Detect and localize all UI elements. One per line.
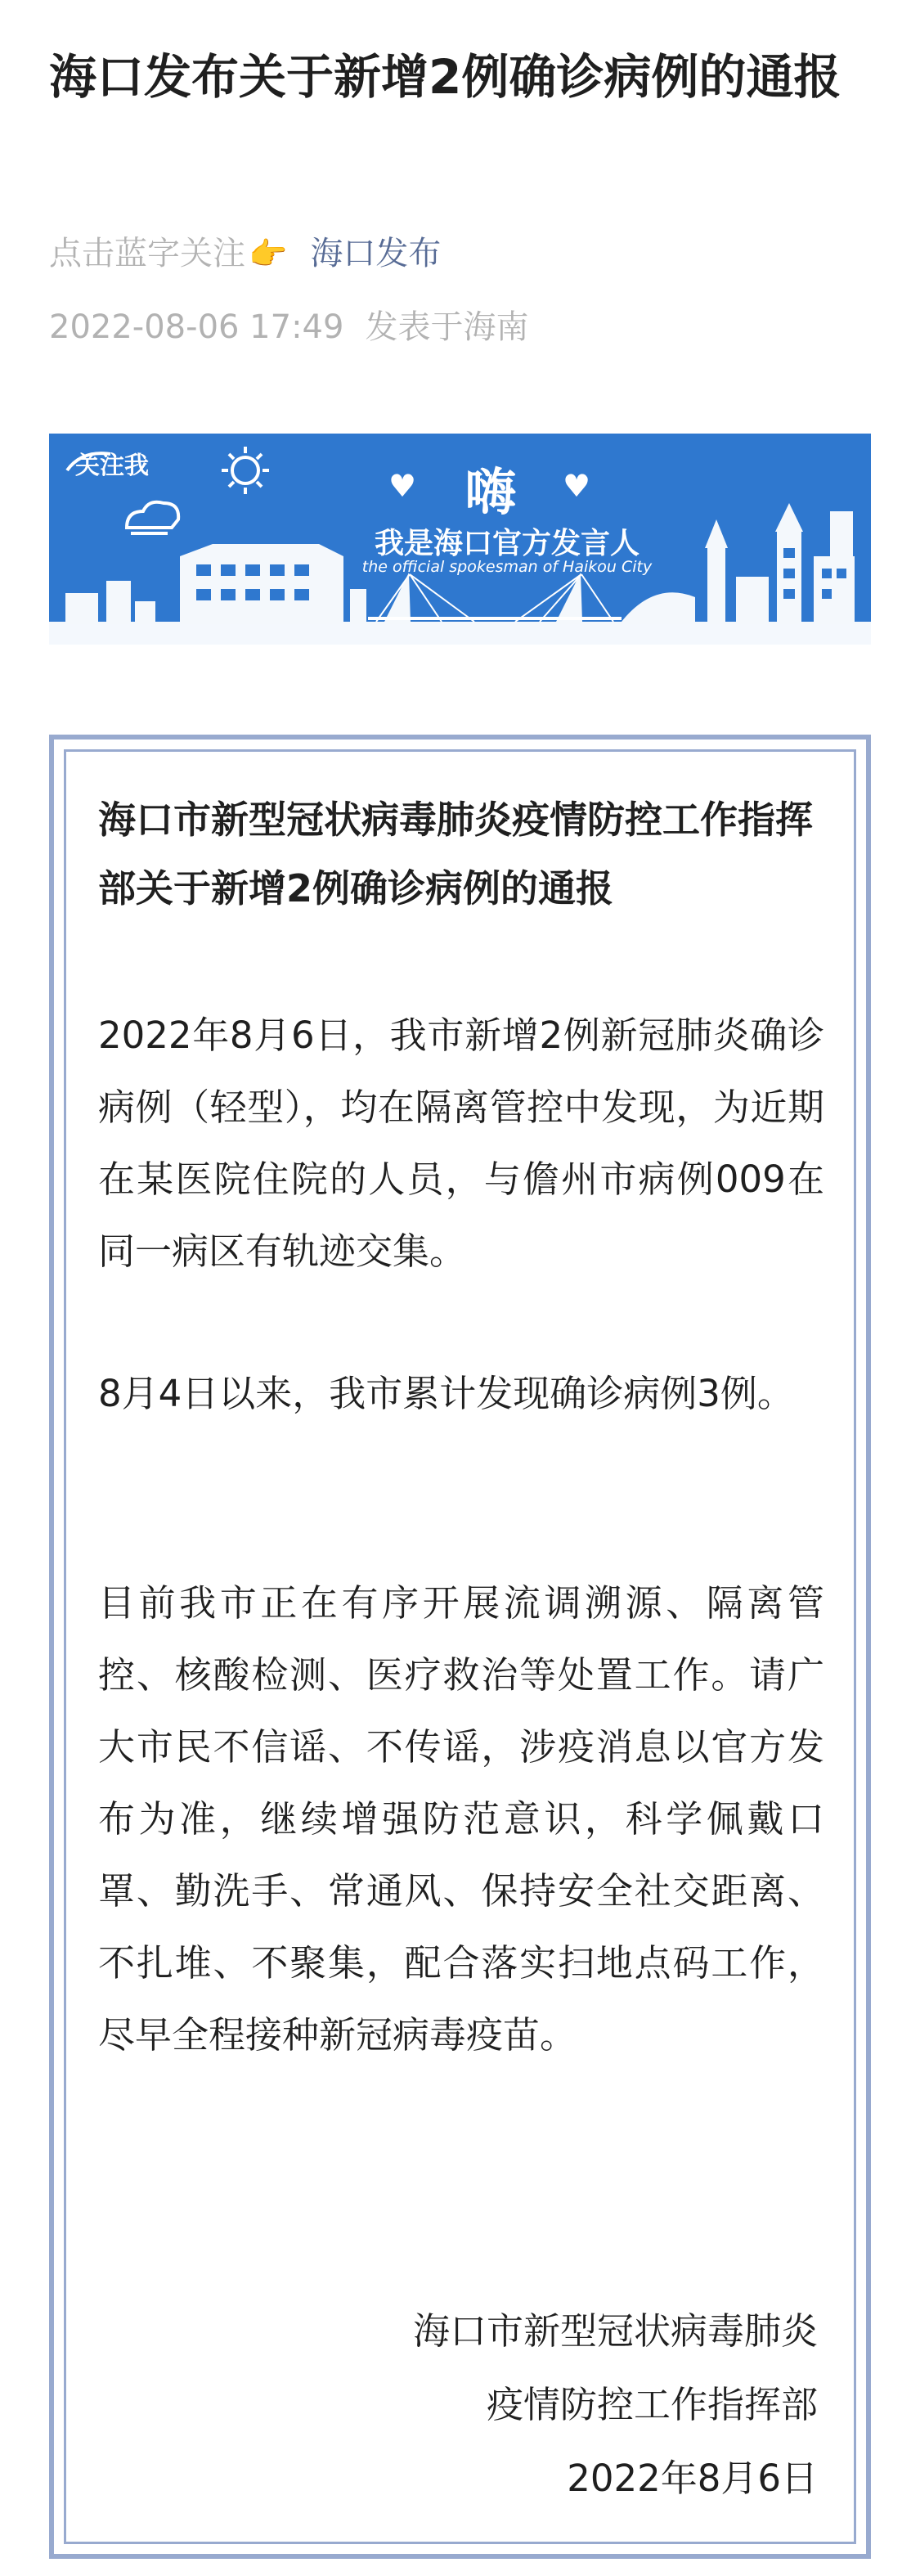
signature-date: 2022年8月6日 xyxy=(567,2457,818,2500)
pointing-hand-icon: 👉 xyxy=(249,236,288,272)
signature-line: 疫情防控工作指挥部 xyxy=(486,2383,818,2426)
publish-info xyxy=(49,304,528,350)
notice-paragraph: 目前我市正在有序开展流调溯源、隔离管控、核酸检测、医疗救治等处置工作。请广大市民不信谣、不传谣，涉疫消息以官方发布为准，继续增强防范意识，科学佩戴口罩、勤洗手、常通风、保持安全社交距离、不扎堆、不聚集，配合落实扫地点码工作，尽早全程接种新冠病毒疫苗。 xyxy=(98,1581,824,2057)
heart-icon: ♥ xyxy=(563,468,591,504)
banner-follow-me: 关注我 xyxy=(75,452,149,480)
banner-greeting: 嗨 xyxy=(464,462,516,522)
notice-paragraph: 2022年8月6日，我市新增2例新冠肺炎确诊病例（轻型），均在隔离管控中发现，为近期在某医院住院的人员，与儋州市病例009在同一病区有轨迹交集。 xyxy=(98,1014,824,1273)
signature-line: 海口市新型冠状病毒肺炎 xyxy=(412,2309,818,2353)
sun-icon xyxy=(222,447,269,494)
article-title: 海口发布关于新增2例确诊病例的通报 xyxy=(49,49,841,105)
notice-title: 海口市新型冠状病毒肺炎疫情防控工作指挥部关于新增2例确诊病例的通报 xyxy=(98,798,813,910)
notice-paragraph: 8月4日以来，我市累计发现确诊病例3例。 xyxy=(98,1372,794,1415)
heart-icon: ♥ xyxy=(388,468,417,504)
cloud-icon xyxy=(127,502,178,533)
publish-location: 发表于海南 xyxy=(365,308,529,346)
publish-time: 2022-08-06 17:49 xyxy=(49,308,344,346)
follow-line xyxy=(49,231,441,276)
banner-tagline-en: the official spokesman of Haikou City xyxy=(361,558,653,576)
banner-tagline: 我是海口官方发言人 xyxy=(374,527,640,560)
banner-image xyxy=(49,434,871,645)
follow-prompt[interactable]: 点击蓝字关注 xyxy=(49,235,245,272)
account-name-link[interactable]: 海口发布 xyxy=(310,235,442,272)
